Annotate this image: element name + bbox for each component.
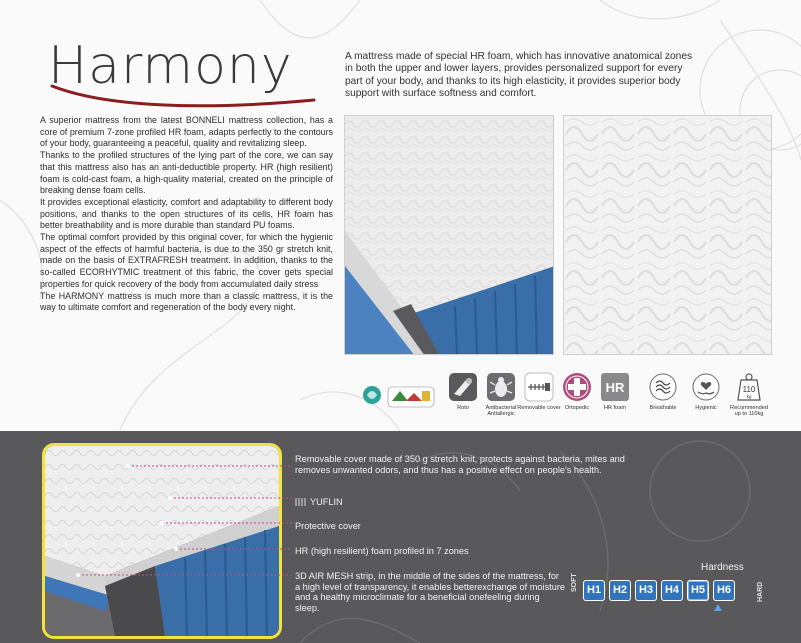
feature-label: HR foam [603,405,627,411]
feature-item [684,372,728,411]
feature-item [641,372,685,411]
zipper-icon [524,372,554,402]
feature-label: Breathable [649,405,677,411]
description-paragraph: The optimal comfort provided by this original cover, for which the hygienic aspect of the effects of harmful bacteria, is due to the 350 gr stretch knit, made on the basis of EXTRAFRESH treatment. In addition, thanks to the so-called ECORHYTMIC treatment of this fabric, the cover gets special properties for quick recovery of the body from accumulated daily stress [40,232,333,289]
feature-label: Ortopedic [564,405,590,411]
feature-item [593,372,637,411]
hardness-title: Hardness [701,562,744,573]
feature-label: Roto [457,405,469,411]
hardness-level-h4: H4 [661,580,683,601]
hardness-scale [571,562,771,622]
certification-logos [360,381,436,411]
description [40,115,333,314]
feature-label: Recommended up to 110kg [730,405,768,418]
feature-label: Hygienic [695,405,717,411]
feature-item [727,372,771,418]
soft-label: SOFT [571,573,578,592]
svg-text:HR: HR [605,380,625,395]
hard-label: HARD [757,581,764,602]
feature-label: Removable cover [517,405,561,411]
bug-icon [486,372,516,402]
hardness-level-h5: H5 [687,580,709,601]
weight-unit: kg [746,394,752,399]
intro-text: A mattress made of special HR foam, which has innovative anatomical zones in both the upper and lower layers, provides personalized support for every part of your body, and thanks to its high elasticity, it provides superior body support with surface softness and comfort. [345,51,693,100]
weight-icon [734,372,764,402]
description-paragraph: Thanks to the profiled structures of the lying part of the core, we can say that this mattress also has an anti-deductible property. HR (high resilient) foam is cold-cast foam, a high-quality material, created on the principle of breaking dense foam cells. [40,150,333,196]
callout-hr-foam: HR (high resilient) foam profiled in 7 zones [295,546,469,556]
cross-icon [562,372,592,402]
callout-cover: Removable cover made of 350 g stretch knit, protects against bacteria, mites and removes unwanted odors, and thus has a positive effect on people's health. [295,454,625,475]
brand-title: Harmony [48,36,293,96]
hardness-level-h6: H6 [713,580,735,601]
description-paragraph: The HARMONY mattress is much more than a classic mattress, it is the way to ultimate comfort and regeneration of the body every night. [40,290,333,313]
callout-yuflin [295,497,343,508]
yuflin-icon [295,498,307,506]
wave-icon [648,372,678,402]
callout-yuflin-label: YUFLIN [310,497,343,507]
hr-foam-icon [600,372,630,402]
callout-air-mesh: 3D AIR MESH strip, in the middle of the sides of the mattress, for a high level of transparency, it enables betterexchange of moisture and a healthy microclimate for a beneficial onefeeling during sleep. [295,571,565,613]
feature-icons [441,372,781,424]
quilted-fabric-photo [563,115,772,355]
roll-icon [448,372,478,402]
hardness-level-h1: H1 [583,580,605,601]
heart-hand-icon [691,372,721,402]
description-paragraph: A superior mattress from the latest BONNELI mattress collection, has a core of premium 7-zone profiled HR foam, adapts perfectly to the contours of your body, guaranteeing a peaceful, quality and revitalizing sleep. [40,115,333,149]
hardness-level-h2: H2 [609,580,631,601]
weight-value: 110 [742,385,756,394]
mattress-corner-photo [344,115,554,355]
description-paragraph: It provides exceptional elasticity, comfort and adaptability to different body positions, and thanks to the open structures of its cells, HR foam has better breathability and is more durable than standard PU foams. [40,196,333,231]
brand-logo [48,38,318,100]
hardness-selected-marker [714,604,722,611]
callout-protective-cover: Protective cover [295,521,361,531]
feature-label: Antibacterial Antiallergic [485,405,517,418]
logo-swoosh [48,82,318,112]
hardness-level-h3: H3 [635,580,657,601]
